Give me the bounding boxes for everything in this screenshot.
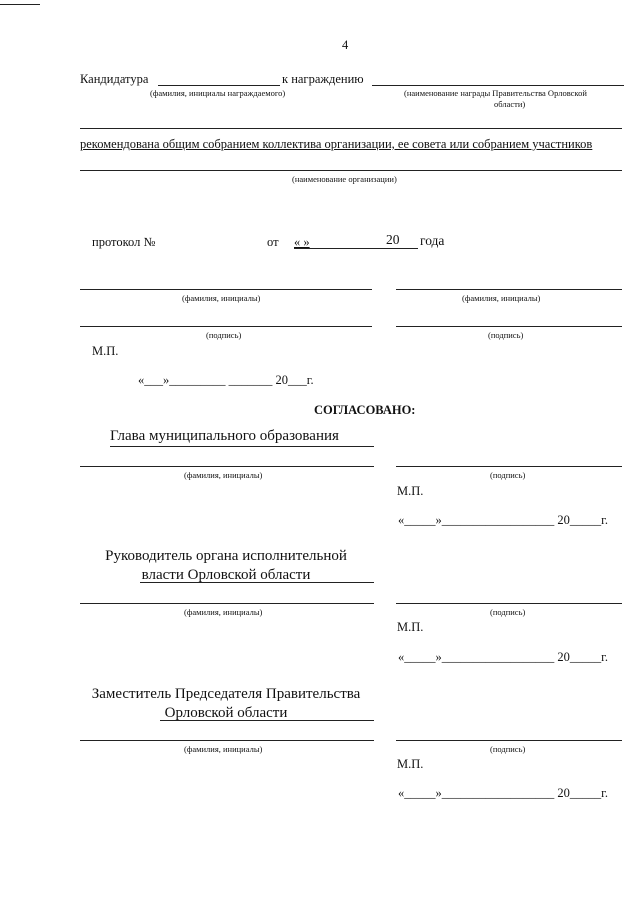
- corner-mark: [0, 4, 40, 5]
- sign-caption: (подпись): [490, 470, 526, 480]
- agreed-title: СОГЛАСОВАНО:: [314, 403, 416, 417]
- role-underline: [140, 582, 374, 583]
- right-name-line: [396, 289, 622, 290]
- sign-line: [396, 603, 622, 604]
- name-line: [80, 466, 374, 467]
- protocol-year-word: года: [420, 233, 445, 248]
- date-line: «_____»__________________ 20_____г.: [398, 786, 608, 800]
- right-name-caption: (фамилия, инициалы): [462, 293, 541, 303]
- protocol-date: « »: [294, 235, 310, 249]
- date-line: «___»_________ _______ 20___г.: [138, 373, 314, 387]
- name-caption: (фамилия, инициалы): [184, 607, 263, 617]
- stamp-label: М.П.: [397, 620, 424, 634]
- name-line: [80, 603, 374, 604]
- candidacy-label: Кандидатура: [80, 72, 149, 86]
- role-title: Глава муниципального образования: [110, 428, 339, 444]
- left-name-caption: (фамилия, инициалы): [182, 293, 261, 303]
- award-caption-line2: области): [494, 99, 526, 109]
- sign-caption: (подпись): [490, 744, 526, 754]
- role-underline: [110, 446, 374, 447]
- nominee-name-line: [158, 85, 280, 86]
- organization-line: [80, 170, 622, 171]
- left-sign-line: [80, 326, 372, 327]
- name-line: [80, 740, 374, 741]
- stamp-label: М.П.: [397, 757, 424, 771]
- stamp-label: М.П.: [92, 344, 119, 358]
- award-caption-line1: (наименование награды Правительства Орловской: [404, 88, 587, 98]
- right-sign-caption: (подпись): [488, 330, 524, 340]
- protocol-date-line: [294, 248, 418, 249]
- protocol-label: протокол №: [92, 235, 156, 249]
- recommendation-text: рекомендована общим собранием коллектива организации, ее совета или собранием участников: [80, 137, 593, 151]
- name-caption: (фамилия, инициалы): [184, 744, 263, 754]
- role-title-line2: власти Орловской области: [141, 567, 311, 583]
- sign-line: [396, 740, 622, 741]
- nominee-name-caption: (фамилия, инициалы награждаемого): [150, 88, 286, 98]
- protocol-from: от: [267, 235, 279, 249]
- date-line: «_____»__________________ 20_____г.: [398, 513, 608, 527]
- page-number: 4: [342, 38, 349, 52]
- blank-line: [80, 128, 622, 129]
- role-underline: [160, 720, 374, 721]
- right-sign-line: [396, 326, 622, 327]
- to-award-label: к награждению: [282, 72, 364, 86]
- role-title-line1: Заместитель Председателя Правительства: [91, 686, 361, 702]
- stamp-label: М.П.: [397, 484, 424, 498]
- award-name-line: [372, 85, 624, 86]
- sign-caption: (подпись): [490, 607, 526, 617]
- name-caption: (фамилия, инициалы): [184, 470, 263, 480]
- date-line: «_____»__________________ 20_____г.: [398, 650, 608, 664]
- organization-caption: (наименование организации): [292, 174, 397, 184]
- role-title: [80, 548, 372, 584]
- role-title-line2: Орловской области: [164, 705, 288, 721]
- role-title: [80, 686, 372, 722]
- left-name-line: [80, 289, 372, 290]
- role-title-line1: Руководитель органа исполнительной: [105, 548, 347, 564]
- left-sign-caption: (подпись): [206, 330, 242, 340]
- protocol-year: 20: [386, 232, 400, 247]
- sign-line: [396, 466, 622, 467]
